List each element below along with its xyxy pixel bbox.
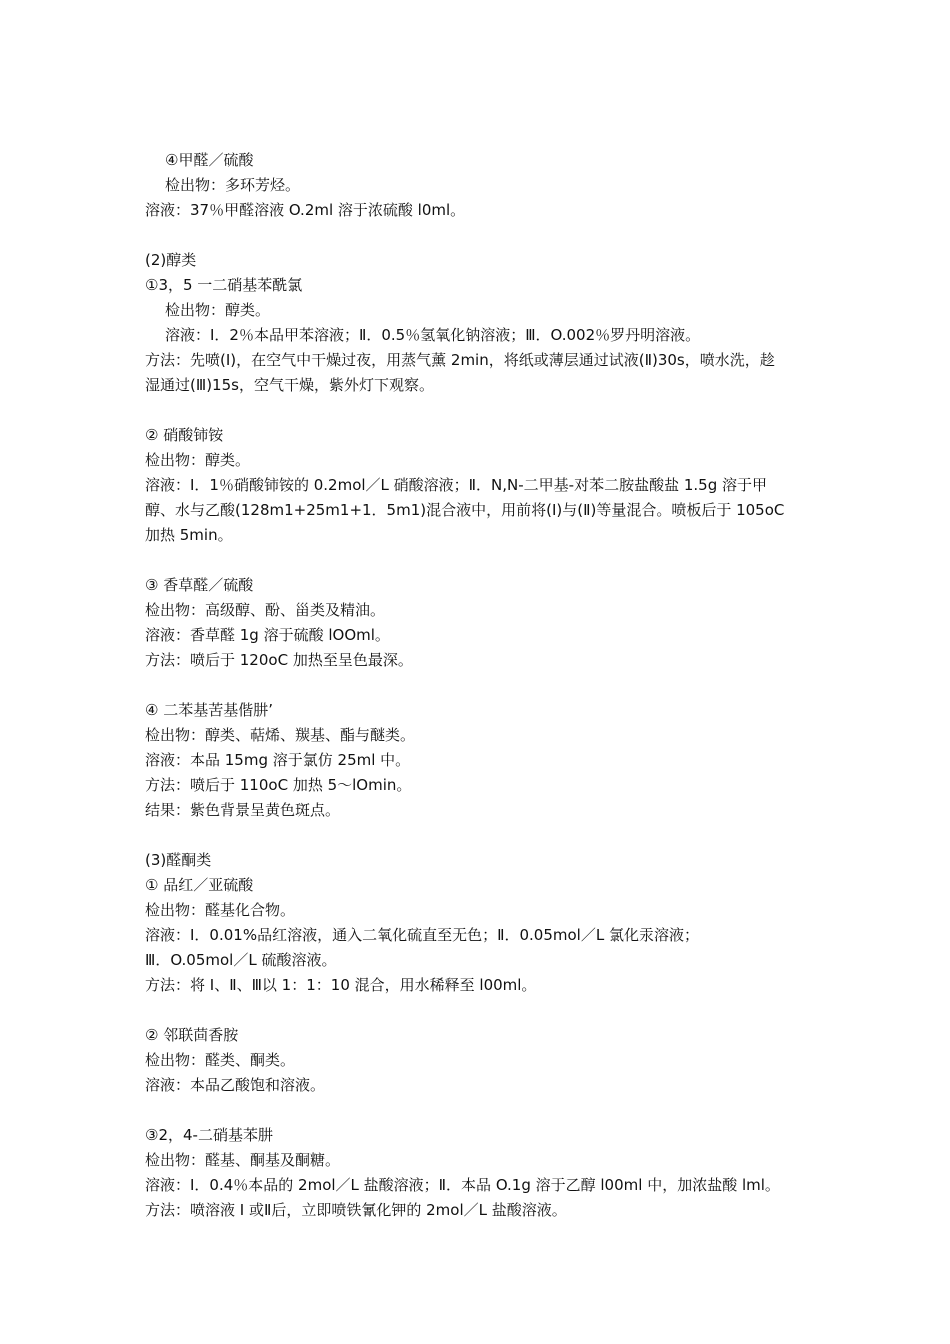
text-line: 检出物：醛基化合物。 <box>145 901 296 919</box>
text-line: 方法：将 I、Ⅱ、Ⅲ以 1：1：10 混合，用水稀释至 l00ml。 <box>145 976 537 994</box>
subsection-heading: ① 品红／亚硫酸 <box>145 876 254 894</box>
text-line: 溶液：I．1％硝酸铈铵的 0.2mol／L 硝酸溶液；Ⅱ．N,N-二甲基-对苯二胺盐酸盐 1.5g 溶于甲 <box>145 476 768 494</box>
text-line: 溶液：37％甲醛溶液 O.2ml 溶于浓硫酸 l0ml。 <box>145 201 466 219</box>
text-line: ④甲醛／硫酸 <box>165 151 254 169</box>
text-line: 检出物：醇类。 <box>165 301 271 319</box>
subsection-heading: ② 硝酸铈铵 <box>145 426 224 444</box>
text-line: 方法：喷溶液 I 或Ⅱ后，立即喷铁氰化钾的 2mol／L 盐酸溶液。 <box>145 1201 567 1219</box>
text-line: 加热 5min。 <box>145 526 233 544</box>
text-line: 结果：紫色背景呈黄色斑点。 <box>145 801 341 819</box>
subsection-heading: ①3，5 一二硝基苯酰氯 <box>145 276 303 294</box>
section-heading: (2)醇类 <box>145 251 197 269</box>
text-line: 检出物：高级醇、酚、甾类及精油。 <box>145 601 386 619</box>
text-line: 检出物：醛类、酮类。 <box>145 1051 296 1069</box>
text-line: 醇、水与乙酸(128m1+25m1+1．5m1)混合液中，用前将(I)与(Ⅱ)等量混合。喷板后于 105oC <box>145 501 785 519</box>
subsection-heading: ② 邻联茴香胺 <box>145 1026 239 1044</box>
text-line: 检出物：醇类。 <box>145 451 251 469</box>
text-line: 检出物：醛基、酮基及酮糖。 <box>145 1151 341 1169</box>
text-line: 方法：喷后于 120oC 加热至呈色最深。 <box>145 651 413 669</box>
text-line: 溶液：I．0.4％本品的 2mol／L 盐酸溶液；Ⅱ．本品 O.1g 溶于乙醇 l00ml 中，加浓盐酸 lml。 <box>145 1176 780 1194</box>
text-line: 检出物：多环芳烃。 <box>165 176 301 194</box>
text-line: 方法：喷后于 110oC 加热 5～lOmin。 <box>145 776 412 794</box>
text-line: 方法：先喷(I)，在空气中干燥过夜，用蒸气薰 2min，将纸或薄层通过试液(Ⅱ)30s，喷水洗，趁 <box>145 351 775 369</box>
subsection-heading: ④ 二苯基苦基偕肼’ <box>145 701 273 719</box>
subsection-heading: ③2，4-二硝基苯肼 <box>145 1126 273 1144</box>
text-line: 溶液：I．0.01%品红溶液，通入二氧化硫直至无色；Ⅱ．0.05mol／L 氯化汞溶液； <box>145 926 699 944</box>
text-line: 溶液：本品 15mg 溶于氯仿 25ml 中。 <box>145 751 411 769</box>
text-line: 溶液：香草醛 1g 溶于硫酸 lOOml。 <box>145 626 390 644</box>
section-heading: (3)醛酮类 <box>145 851 212 869</box>
text-line: Ⅲ．O.05mol／L 硫酸溶液。 <box>145 951 337 969</box>
text-line: 溶液：本品乙酸饱和溶液。 <box>145 1076 326 1094</box>
subsection-heading: ③ 香草醛／硫酸 <box>145 576 254 594</box>
text-line: 溶液：I．2％本品甲苯溶液；Ⅱ．0.5％氢氧化钠溶液；Ⅲ．O.002％罗丹明溶液。 <box>165 326 701 344</box>
text-line: 湿通过(Ⅲ)15s，空气干燥，紫外灯下观察。 <box>145 376 434 394</box>
text-line: 检出物：醇类、萜烯、羰基、酯与醚类。 <box>145 726 416 744</box>
